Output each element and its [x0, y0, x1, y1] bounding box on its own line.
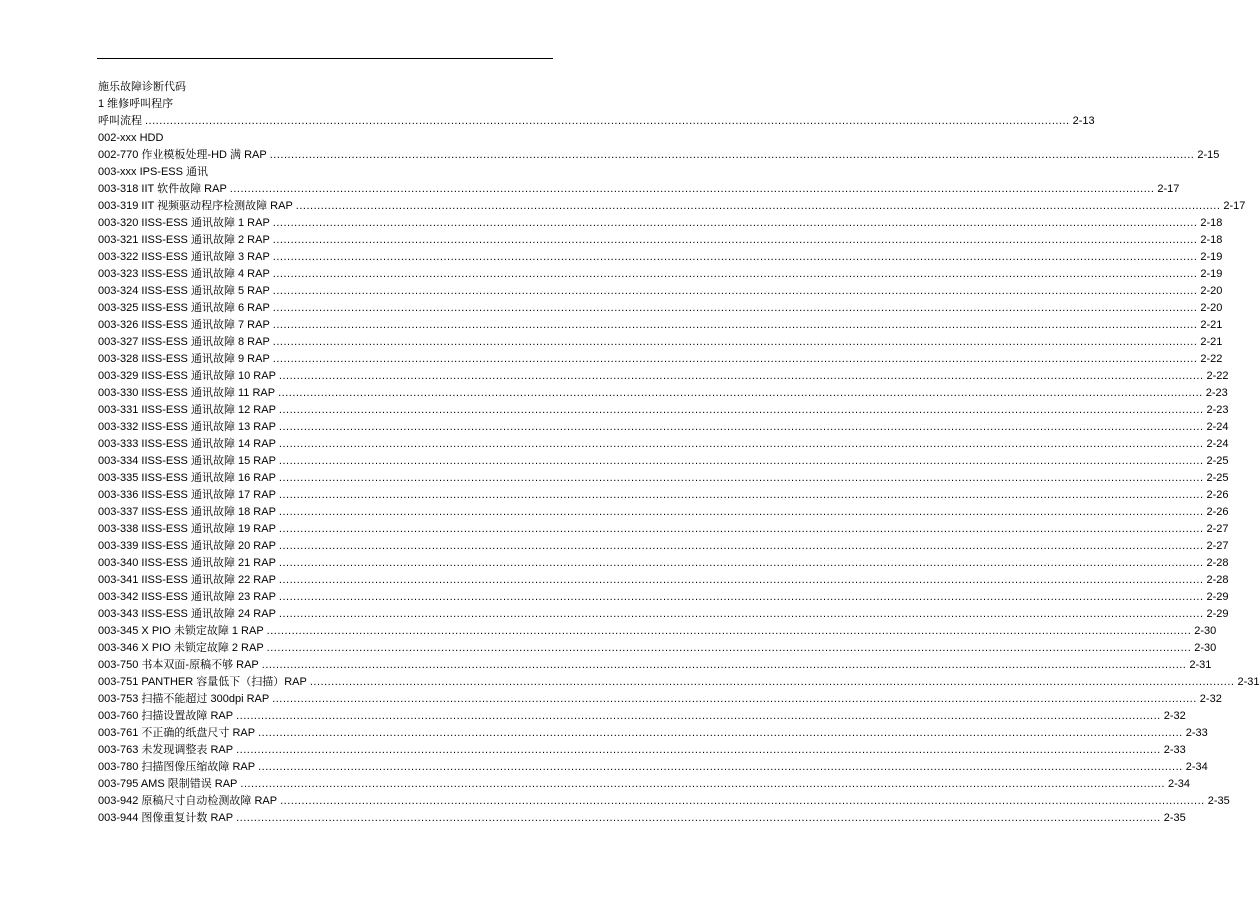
toc-entry [98, 147, 1220, 164]
toc-entry-title: 003-318 IIT 软件故障 RAP [98, 183, 227, 195]
toc-entry [98, 317, 1223, 334]
toc-entry-title: 003-331 IISS-ESS 通讯故障 12 RAP [98, 404, 276, 416]
dot-leader: .................................................................................................................................................................................................................................................................... [278, 523, 1204, 535]
toc-entry-title: 003-343 IISS-ESS 通讯故障 24 RAP [98, 608, 276, 620]
document-title: 施乐故障诊断代码 [98, 81, 186, 93]
toc-entry-title: 003-780 扫描图像压缩故障 RAP [98, 761, 256, 773]
toc-entry-title: 003-338 IISS-ESS 通讯故障 19 RAP [98, 523, 276, 535]
toc-entry-page: 2-30 [1194, 625, 1217, 637]
toc-entry-page: 2-28 [1206, 574, 1229, 586]
dot-leader: .................................................................................................................................................................................................................................................................... [272, 285, 1198, 297]
toc-entry-title: 003-760 扫描设置故障 RAP [98, 710, 234, 722]
toc-entry [98, 436, 1229, 453]
dot-leader: .................................................................................................................................................................................................................................................................... [309, 676, 1235, 688]
toc-entry-title: 003-330 IISS-ESS 通讯故障 11 RAP [98, 387, 276, 399]
toc-entry-page: 2-21 [1200, 336, 1223, 348]
toc-entry-page: 2-23 [1205, 387, 1228, 399]
toc-entry-page: 2-35 [1163, 812, 1186, 824]
toc-entry-page: 2-26 [1206, 506, 1229, 518]
toc-entry-page: 2-18 [1200, 217, 1223, 229]
dot-leader: .................................................................................................................................................................................................................................................................... [272, 693, 1197, 705]
toc-entry-title: 003-320 IISS-ESS 通讯故障 1 RAP [98, 217, 270, 229]
toc-entry [98, 555, 1229, 572]
toc-entry [98, 334, 1223, 351]
toc-entry [98, 793, 1230, 810]
toc-entry-title: 003-324 IISS-ESS 通讯故障 5 RAP [98, 285, 270, 297]
toc-document [98, 79, 1259, 827]
toc-entry [98, 198, 1246, 215]
dot-leader: .................................................................................................................................................................................................................................................................... [278, 455, 1204, 467]
toc-entry-title: 003-328 IISS-ESS 通讯故障 9 RAP [98, 353, 270, 365]
toc-entry [98, 266, 1223, 283]
dot-leader: .................................................................................................................................................................................................................................................................... [278, 574, 1204, 586]
toc-entry-title: 003-763 未发现调整表 RAP [98, 744, 234, 756]
dot-leader: .................................................................................................................................................................................................................................................................... [280, 795, 1205, 807]
toc-entry [98, 521, 1229, 538]
toc-entry [98, 453, 1229, 470]
toc-entry-page: 2-25 [1206, 472, 1229, 484]
toc-entry-page: 2-34 [1168, 778, 1191, 790]
toc-entry-page: 2-28 [1206, 557, 1229, 569]
toc-entry [98, 759, 1208, 776]
toc-entry [98, 351, 1223, 368]
toc-entry-page: 2-19 [1200, 251, 1223, 263]
toc-entry-title: 003-321 IISS-ESS 通讯故障 2 RAP [98, 234, 270, 246]
dot-leader: .................................................................................................................................................................................................................................................................... [272, 302, 1198, 314]
toc-entry [98, 538, 1229, 555]
dot-leader: .................................................................................................................................................................................................................................................................... [295, 200, 1221, 212]
toc-entry-page: 2-18 [1200, 234, 1223, 246]
toc-entry-page: 2-32 [1199, 693, 1222, 705]
toc-entry [98, 300, 1223, 317]
toc-entry [98, 232, 1223, 249]
toc-entry [98, 215, 1223, 232]
toc-entry-page: 2-17 [1157, 183, 1180, 195]
toc-entry-title: 003-326 IISS-ESS 通讯故障 7 RAP [98, 319, 270, 331]
dot-leader: .................................................................................................................................................................................................................................................................... [278, 489, 1204, 501]
toc-entry-title: 003-332 IISS-ESS 通讯故障 13 RAP [98, 421, 276, 433]
toc-entry [98, 487, 1229, 504]
dot-leader: .................................................................................................................................................................................................................................................................... [258, 727, 1183, 739]
section-heading: 1 维修呼叫程序 [98, 98, 174, 110]
toc-entry-title: 003-335 IISS-ESS 通讯故障 16 RAP [98, 472, 276, 484]
toc-entry-page: 2-29 [1206, 608, 1229, 620]
toc-entry-page: 2-32 [1163, 710, 1186, 722]
dot-leader: .................................................................................................................................................................................................................................................................... [278, 557, 1204, 569]
toc-entry-title: 003-339 IISS-ESS 通讯故障 20 RAP [98, 540, 276, 552]
toc-entry-page: 2-20 [1200, 302, 1223, 314]
dot-leader: .................................................................................................................................................................................................................................................................... [236, 710, 1161, 722]
dot-leader: .................................................................................................................................................................................................................................................................... [229, 183, 1155, 195]
toc-entry-title: 003-319 IIT 视频驱动程序检测故障 RAP [98, 200, 293, 212]
toc-entry-page: 2-15 [1197, 149, 1220, 161]
toc-entry-page: 2-22 [1200, 353, 1223, 365]
toc-entry-title: 003-795 AMS 限制错误 RAP [98, 778, 238, 790]
toc-entry [98, 623, 1217, 640]
toc-group-heading: 003-xxx IPS-ESS 通讯 [98, 166, 209, 178]
toc-entry-page: 2-27 [1206, 540, 1229, 552]
toc-entry-title: 003-761 不正确的纸盘尺寸 RAP [98, 727, 256, 739]
dot-leader: .................................................................................................................................................................................................................................................................... [272, 234, 1198, 246]
toc-entry-page: 2-31 [1237, 676, 1259, 688]
toc-entry [98, 810, 1186, 827]
toc-entry-page: 2-30 [1194, 642, 1217, 654]
toc-entry-title: 003-329 IISS-ESS 通讯故障 10 RAP [98, 370, 276, 382]
dot-leader: .................................................................................................................................................................................................................................................................... [278, 404, 1204, 416]
toc-entry-title: 003-323 IISS-ESS 通讯故障 4 RAP [98, 268, 270, 280]
toc-entry-page: 2-20 [1200, 285, 1223, 297]
toc-entry-title: 003-325 IISS-ESS 通讯故障 6 RAP [98, 302, 270, 314]
dot-leader: .................................................................................................................................................................................................................................................................... [278, 591, 1204, 603]
toc-entry-title: 002-770 作业模板处理-HD 满 RAP [98, 149, 267, 161]
toc-entry [98, 572, 1229, 589]
toc-entry-title: 003-342 IISS-ESS 通讯故障 23 RAP [98, 591, 276, 603]
toc-entry-page: 2-33 [1185, 727, 1208, 739]
dot-leader: .................................................................................................................................................................................................................................................................... [258, 761, 1183, 773]
toc-entry [98, 385, 1228, 402]
toc-entry-page: 2-21 [1200, 319, 1223, 331]
toc-entry-page: 2-13 [1072, 115, 1095, 127]
toc-entry-title: 003-753 扫描不能超过 300dpi RAP [98, 693, 270, 705]
toc-entry [98, 368, 1229, 385]
toc-entry-title: 003-337 IISS-ESS 通讯故障 18 RAP [98, 506, 276, 518]
toc-entry-title: 003-341 IISS-ESS 通讯故障 22 RAP [98, 574, 276, 586]
dot-leader: .................................................................................................................................................................................................................................................................... [236, 812, 1161, 824]
dot-leader: .................................................................................................................................................................................................................................................................... [272, 251, 1198, 263]
toc-entry-page: 2-29 [1206, 591, 1229, 603]
toc-entry-page: 2-25 [1206, 455, 1229, 467]
header-rule [97, 58, 553, 59]
toc-entry-title: 呼叫流程 [98, 115, 142, 127]
toc-entry [98, 776, 1191, 793]
dot-leader: .................................................................................................................................................................................................................................................................... [240, 778, 1165, 790]
toc-entry-title: 003-336 IISS-ESS 通讯故障 17 RAP [98, 489, 276, 501]
dot-leader: .................................................................................................................................................................................................................................................................... [272, 268, 1198, 280]
toc-entry-page: 2-24 [1206, 421, 1229, 433]
toc-entry-page: 2-35 [1207, 795, 1230, 807]
toc-entry-title: 003-750 书本双面-原稿不够 RAP [98, 659, 259, 671]
toc-entry-page: 2-26 [1206, 489, 1229, 501]
toc-entry [98, 283, 1223, 300]
dot-leader: .................................................................................................................................................................................................................................................................... [278, 421, 1204, 433]
toc-entry-title: 003-345 X PIO 未锁定故障 1 RAP [98, 625, 264, 637]
toc-entry-title: 003-322 IISS-ESS 通讯故障 3 RAP [98, 251, 270, 263]
toc-entry-page: 2-34 [1185, 761, 1208, 773]
toc-entry [98, 691, 1222, 708]
toc-entry-page: 2-17 [1223, 200, 1246, 212]
dot-leader: .................................................................................................................................................................................................................................................................... [272, 217, 1198, 229]
toc-entry [98, 657, 1212, 674]
toc-entry [98, 249, 1223, 266]
toc-entry [98, 419, 1229, 436]
toc-entry [98, 606, 1229, 623]
toc-entry [98, 504, 1229, 521]
toc-entry-page: 2-23 [1206, 404, 1229, 416]
toc-entry [98, 708, 1186, 725]
toc-entry-title: 003-944 图像重复计数 RAP [98, 812, 234, 824]
dot-leader: .................................................................................................................................................................................................................................................................... [272, 336, 1198, 348]
dot-leader: .................................................................................................................................................................................................................................................................... [261, 659, 1187, 671]
dot-leader: .................................................................................................................................................................................................................................................................... [278, 472, 1204, 484]
toc-list [98, 113, 1259, 827]
dot-leader: .................................................................................................................................................................................................................................................................... [278, 608, 1204, 620]
toc-entry [98, 470, 1229, 487]
dot-leader: .................................................................................................................................................................................................................................................................... [278, 438, 1204, 450]
toc-entry [98, 674, 1259, 691]
toc-entry [98, 113, 1095, 130]
toc-entry-title: 003-751 PANTHER 容量低下（扫描）RAP [98, 676, 307, 688]
toc-entry-title: 003-942 原稿尺寸自动检测故障 RAP [98, 795, 278, 807]
toc-entry-title: 003-327 IISS-ESS 通讯故障 8 RAP [98, 336, 270, 348]
dot-leader: .................................................................................................................................................................................................................................................................... [278, 506, 1204, 518]
toc-entry-title: 003-334 IISS-ESS 通讯故障 15 RAP [98, 455, 276, 467]
toc-entry [98, 742, 1186, 759]
toc-entry-page: 2-24 [1206, 438, 1229, 450]
toc-entry-title: 003-333 IISS-ESS 通讯故障 14 RAP [98, 438, 276, 450]
toc-entry-page: 2-19 [1200, 268, 1223, 280]
toc-group-heading: 002-xxx HDD [98, 132, 164, 144]
toc-entry [98, 181, 1180, 198]
toc-entry [98, 589, 1229, 606]
dot-leader: .................................................................................................................................................................................................................................................................... [236, 744, 1161, 756]
toc-entry-page: 2-27 [1206, 523, 1229, 535]
toc-entry-page: 2-33 [1163, 744, 1186, 756]
toc-entry [98, 402, 1229, 419]
dot-leader: .................................................................................................................................................................................................................................................................... [145, 115, 1070, 127]
toc-entry-title: 003-340 IISS-ESS 通讯故障 21 RAP [98, 557, 276, 569]
toc-entry-page: 2-22 [1206, 370, 1229, 382]
dot-leader: .................................................................................................................................................................................................................................................................... [272, 319, 1198, 331]
dot-leader: .................................................................................................................................................................................................................................................................... [278, 540, 1204, 552]
dot-leader: .................................................................................................................................................................................................................................................................... [272, 353, 1198, 365]
toc-entry [98, 725, 1208, 742]
toc-entry [98, 640, 1217, 657]
dot-leader: .................................................................................................................................................................................................................................................................... [278, 370, 1204, 382]
dot-leader: .................................................................................................................................................................................................................................................................... [266, 625, 1192, 637]
dot-leader: .................................................................................................................................................................................................................................................................... [266, 642, 1192, 654]
toc-entry-page: 2-31 [1189, 659, 1212, 671]
dot-leader: .................................................................................................................................................................................................................................................................... [269, 149, 1195, 161]
toc-entry-title: 003-346 X PIO 未锁定故障 2 RAP [98, 642, 264, 654]
dot-leader: .................................................................................................................................................................................................................................................................... [278, 387, 1203, 399]
